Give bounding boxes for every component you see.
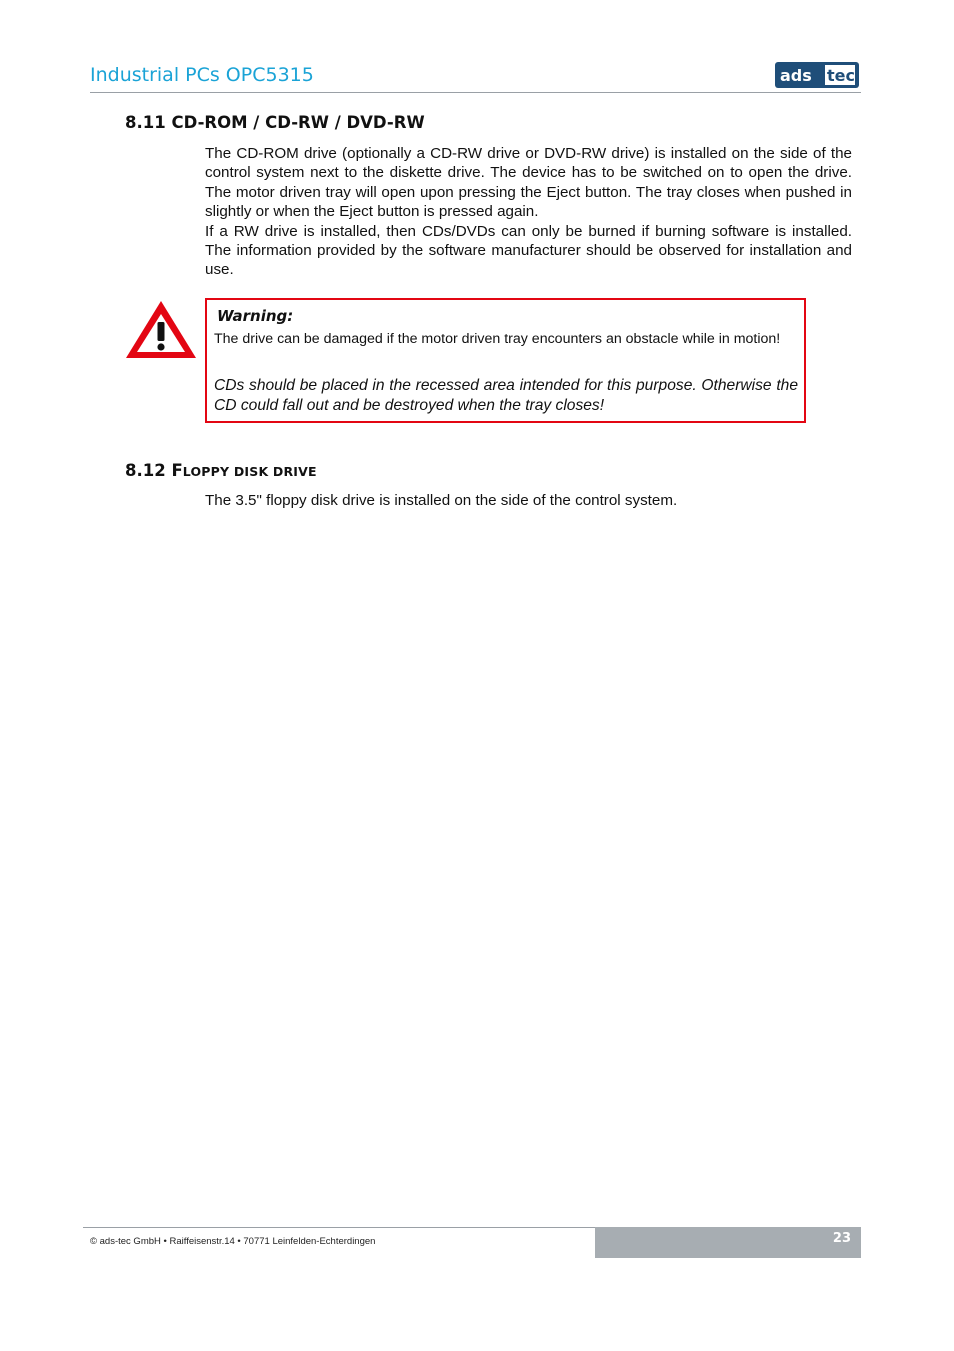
warning-text: The drive can be damaged if the motor driven tray encounters an obstacle while in motion! (214, 331, 781, 347)
heading-number: 8.12 (125, 461, 172, 480)
logo-text-tec: tec (827, 66, 855, 85)
document-title: Industrial PCs OPC5315 (90, 64, 314, 86)
ads-tec-logo (775, 62, 859, 88)
footer-address: © ads-tec GmbH • Raiffeisenstr.14 • 70771 Leinfelden-Echterdingen (90, 1236, 376, 1247)
warning-triangle-icon (123, 298, 199, 362)
header-divider (90, 92, 861, 93)
section-heading-cdrom: 8.11 CD-ROM / CD-RW / DVD-RW (125, 113, 425, 132)
page-number: 23 (832, 1231, 851, 1246)
section-body-cdrom (205, 144, 852, 280)
logo-text-ads: ads (780, 66, 812, 85)
heading-initial: F (171, 461, 183, 480)
paragraph: The CD-ROM drive (optionally a CD-RW drive or DVD-RW drive) is installed on the side of the control system next to the diskette drive. The device has to be switched on to open the drive. The motor driven tray will open upon pressing the Eject button. The tray closes when pushed in slightly or when the Eject button is pressed again. (205, 145, 852, 221)
footer-divider (83, 1227, 595, 1228)
warning-note: CDs should be placed in the recessed area intended for this purpose. Otherwise the CD could fall out and be destroyed when the tray closes! (214, 377, 798, 414)
heading-small-caps: LOPPY DISK DRIVE (182, 464, 317, 479)
warning-box (205, 298, 806, 423)
page-number-box (595, 1227, 861, 1258)
warning-title: Warning: (217, 307, 294, 325)
section-heading-floppy (125, 461, 317, 480)
paragraph: If a RW drive is installed, then CDs/DVDs can only be burned if burning software is installed. The information provided by the software manufacturer should be observed for installation and use. (205, 222, 852, 279)
section-body-floppy (205, 491, 852, 510)
paragraph: The 3.5" floppy disk drive is installed on the side of the control system. (205, 492, 678, 509)
